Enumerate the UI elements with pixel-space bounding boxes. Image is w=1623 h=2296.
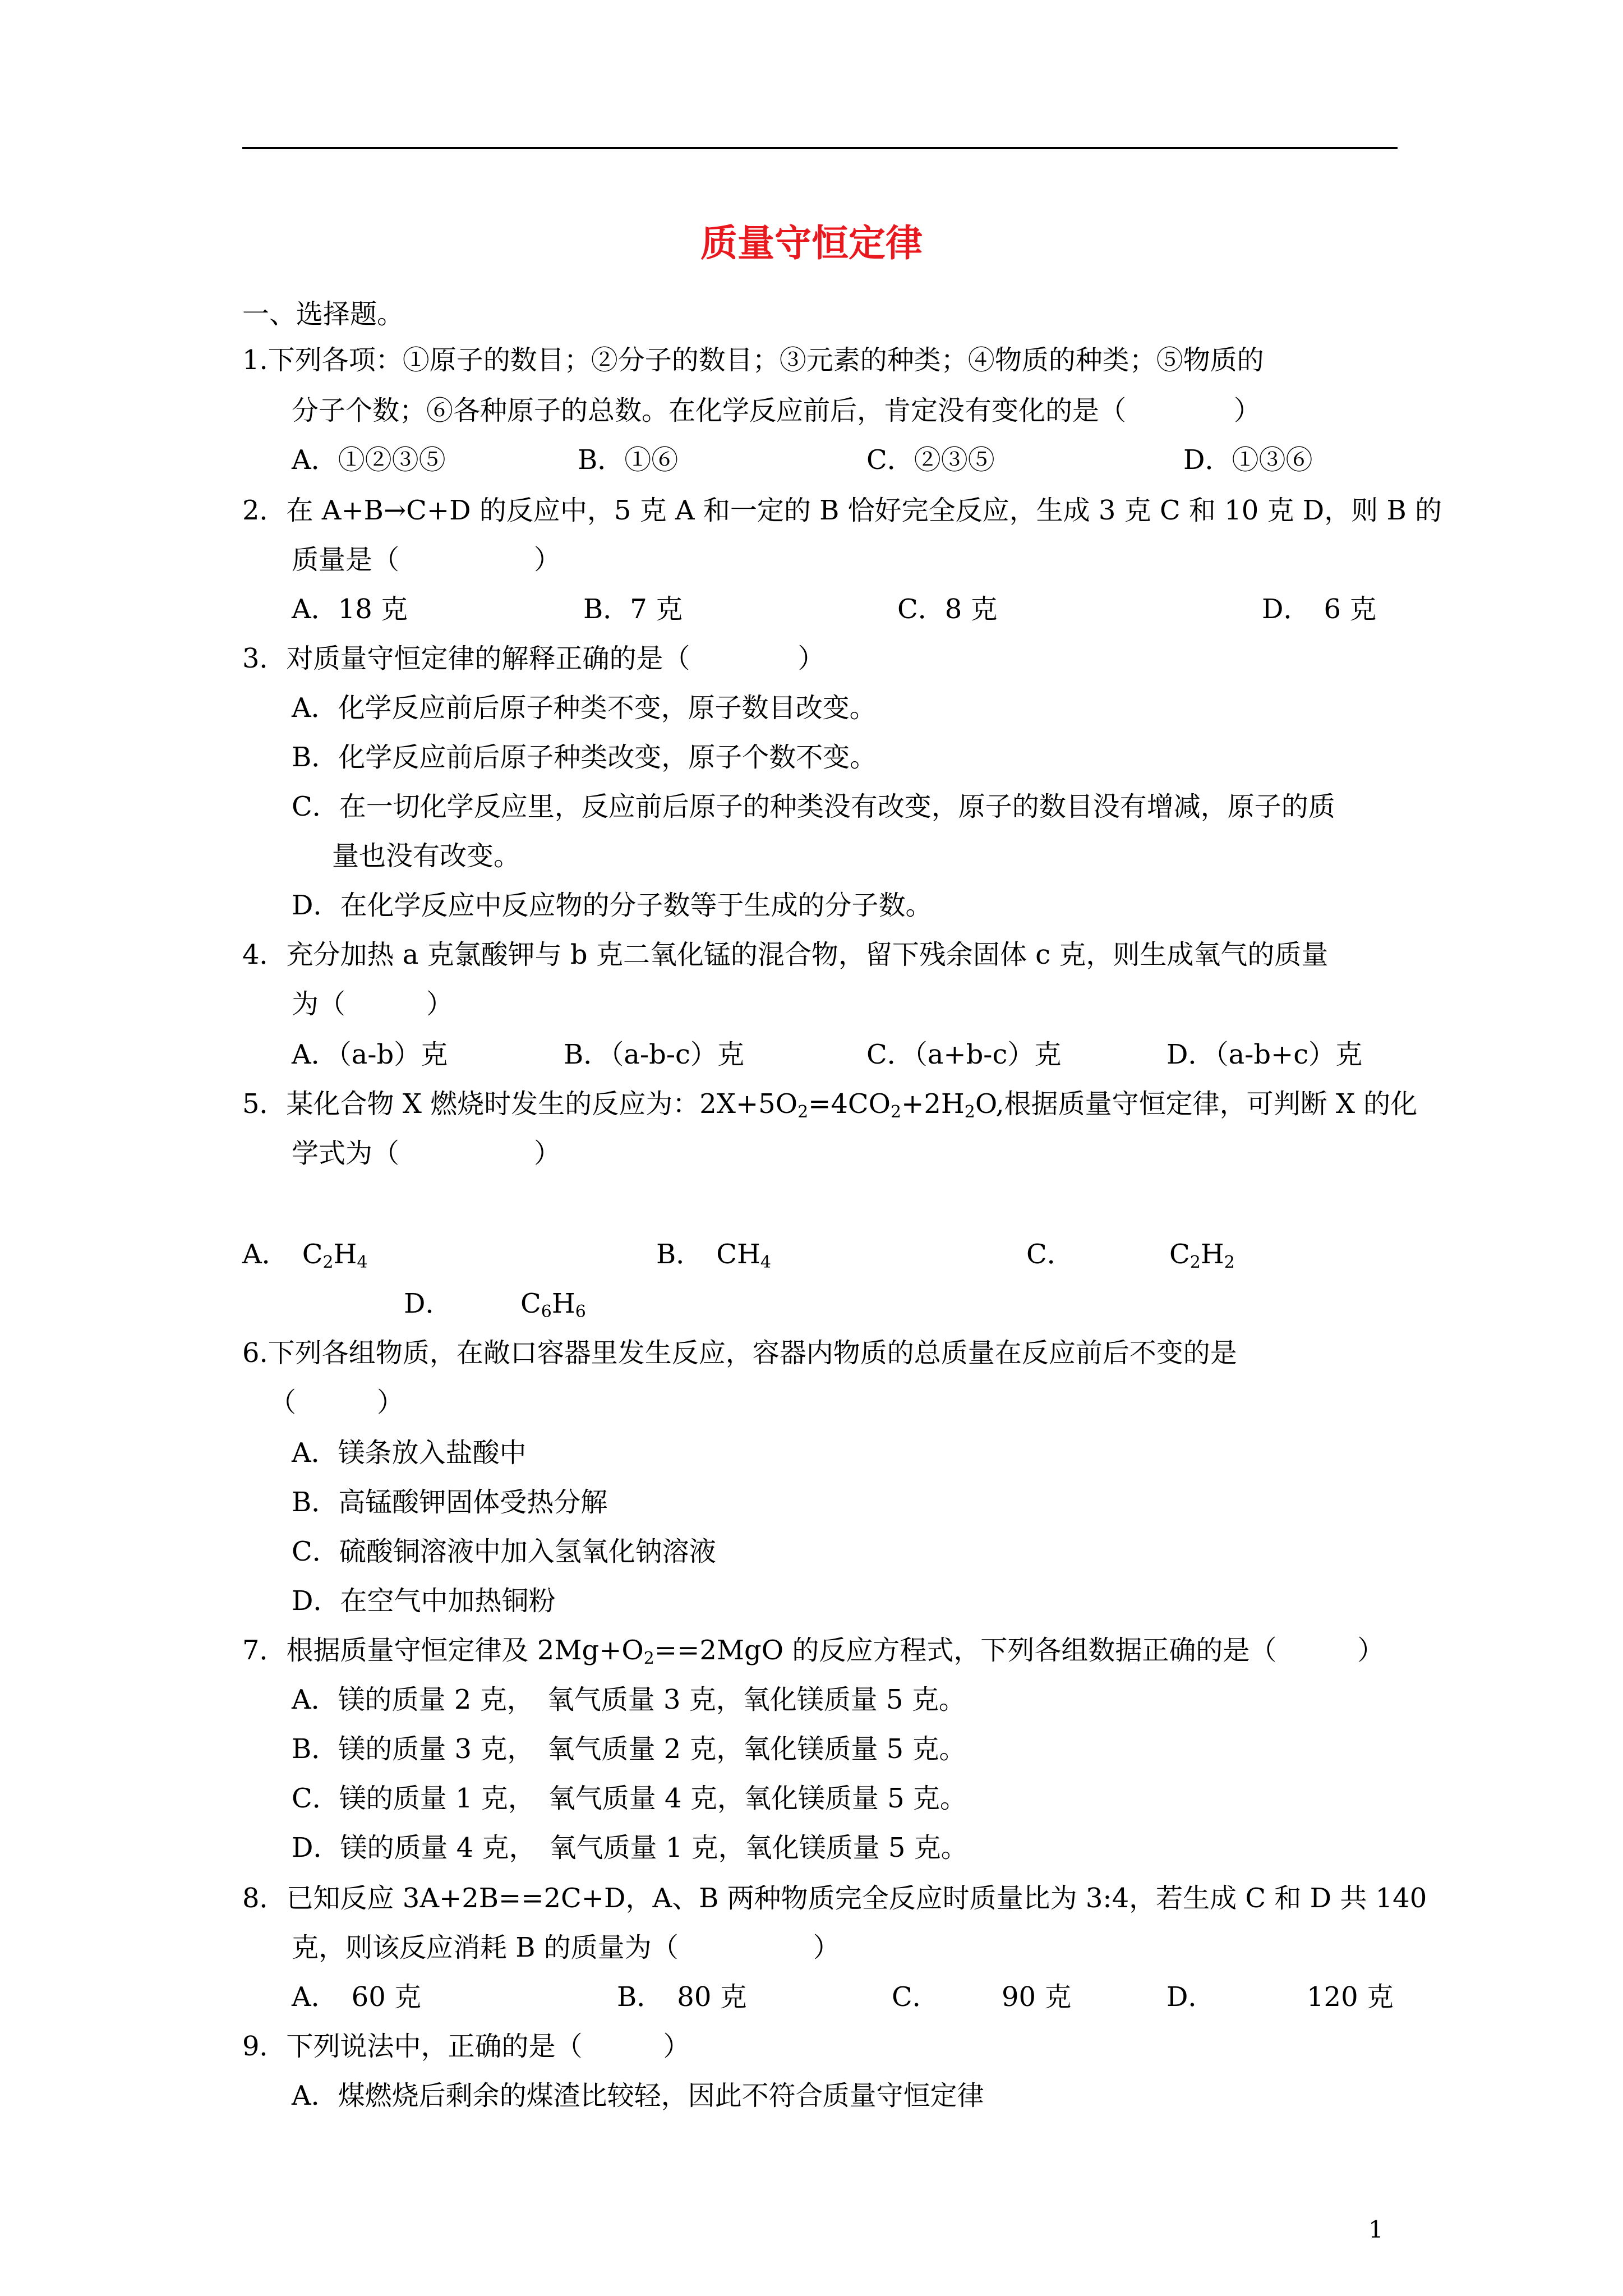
q3-option-c-line2: 量也没有改变。 <box>332 840 521 872</box>
q7-option-c: C．镁的质量 1 克， 氧气质量 4 克，氧化镁质量 5 克。 <box>292 1783 967 1814</box>
q5-option-c: $C_2H_2$ <box>1169 1239 1235 1272</box>
q6-stem-line1: 6.下列各组物质，在敞口容器里发生反应，容器内物质的总质量在反应前后不变的是 <box>242 1337 1237 1369</box>
q6-stem-line2: （ ） <box>269 1387 404 1418</box>
q8-option-a: A． 60 克 <box>292 1981 422 2013</box>
q8-option-c: 90 克 <box>1002 1981 1072 2013</box>
q7-stem: 7．根据质量守恒定律及 $2Mg+O_2==2MgO$ 的反应方程式，下列各组数据正确的是（ ） <box>242 1635 1385 1668</box>
page-title: 质量守恒定律 <box>700 222 923 265</box>
q5-option-a: A． $C_2H_4$ <box>242 1239 368 1272</box>
q1-option-c: C．②③⑤ <box>866 444 995 476</box>
q6-option-a: A．镁条放入盐酸中 <box>292 1437 527 1469</box>
q2-option-a: A．18 克 <box>292 593 408 625</box>
q8-option-d: 120 克 <box>1307 1981 1394 2013</box>
q7-option-a: A．镁的质量 2 克， 氧气质量 3 克，氧化镁质量 5 克。 <box>292 1684 966 1715</box>
q8-option-c-label: C． <box>892 1981 939 2013</box>
q5-option-d: $C_6H_6$ <box>520 1288 586 1322</box>
q5-option-d-label: D． <box>404 1288 453 1319</box>
q5-stem-line1: 5．某化合物 X 燃烧时发生的反应为：$2X+5O_2=4CO_2+2H_2O$,根据质量守恒定律，可判断 X 的化 <box>242 1088 1418 1122</box>
q3-option-a: A．化学反应前后原子种类不变，原子数目改变。 <box>292 692 877 724</box>
q9-stem: 9．下列说法中，正确的是（ ） <box>242 2031 690 2062</box>
q3-option-b: B．化学反应前后原子种类改变，原子个数不变。 <box>292 742 877 773</box>
q5-stem-line2: 学式为（ ） <box>292 1138 561 1169</box>
q5-option-c-label: C． <box>1026 1239 1074 1270</box>
q8-stem-line2: 克，则该反应消耗 B 的质量为（ ） <box>292 1932 840 1963</box>
q2-stem-line1: 2．在 A+B→C+D 的反应中，5 克 A 和一定的 B 恰好完全反应，生成 3 克 C 和 10 克 D，则 B 的 <box>242 495 1442 526</box>
q6-option-c: C．硫酸铜溶液中加入氢氧化钠溶液 <box>292 1536 716 1567</box>
q4-option-c: C．（a+b-c）克 <box>866 1039 1062 1070</box>
q2-stem-line2: 质量是（ ） <box>292 544 561 576</box>
q9-option-a: A．煤燃烧后剩余的煤渣比较轻，因此不符合质量守恒定律 <box>292 2080 984 2111</box>
q6-option-d: D．在空气中加热铜粉 <box>292 1585 556 1617</box>
q1-option-a: A．①②③⑤ <box>292 444 446 476</box>
q1-stem-line2: 分子个数；⑥各种原子的总数。在化学反应前后，肯定没有变化的是（ ） <box>292 395 1261 426</box>
q3-option-c-line1: C．在一切化学反应里，反应前后原子的种类没有改变，原子的数目没有增减，原子的质 <box>292 791 1335 822</box>
q3-stem: 3．对质量守恒定律的解释正确的是（ ） <box>242 643 825 674</box>
q4-stem-line2: 为（ ） <box>292 988 454 1020</box>
q8-stem-line1: 8．已知反应 3A+2B==2C+D，A、B 两种物质完全反应时质量比为 3:4，若生成 C 和 D 共 140 <box>242 1883 1427 1914</box>
q2-option-c: C．8 克 <box>897 593 998 625</box>
q2-option-b: B．7 克 <box>583 593 683 625</box>
section-heading: 一、选择题。 <box>242 298 404 330</box>
q5-option-b: B． $CH_4$ <box>656 1239 771 1272</box>
header-rule <box>242 147 1398 149</box>
q8-option-b: B． 80 克 <box>617 1981 747 2013</box>
q6-option-b: B．高锰酸钾固体受热分解 <box>292 1487 608 1518</box>
q2-option-d: D． 6 克 <box>1262 593 1377 625</box>
q8-option-d-label: D． <box>1166 1981 1215 2013</box>
q1-option-b: B．①⑥ <box>578 444 679 476</box>
q3-option-d: D．在化学反应中反应物的分子数等于生成的分子数。 <box>292 890 933 921</box>
q4-option-d: D．（a-b+c）克 <box>1166 1039 1363 1070</box>
q7-option-b: B．镁的质量 3 克， 氧气质量 2 克，氧化镁质量 5 克。 <box>292 1733 966 1765</box>
q1-option-d: D．①③⑥ <box>1183 444 1313 476</box>
q4-stem-line1: 4．充分加热 a 克氯酸钾与 b 克二氧化锰的混合物，留下残余固体 c 克，则生成氧气的质量 <box>242 939 1329 970</box>
page-number: 1 <box>1368 2216 1384 2243</box>
q7-option-d: D．镁的质量 4 克， 氧气质量 1 克，氧化镁质量 5 克。 <box>292 1832 968 1864</box>
q4-option-b: B．（a-b-c）克 <box>564 1039 744 1070</box>
q1-stem-line1: 1.下列各项：①原子的数目；②分子的数目；③元素的种类；④物质的种类；⑤物质的 <box>242 344 1264 376</box>
q4-option-a: A．（a-b）克 <box>292 1039 448 1070</box>
